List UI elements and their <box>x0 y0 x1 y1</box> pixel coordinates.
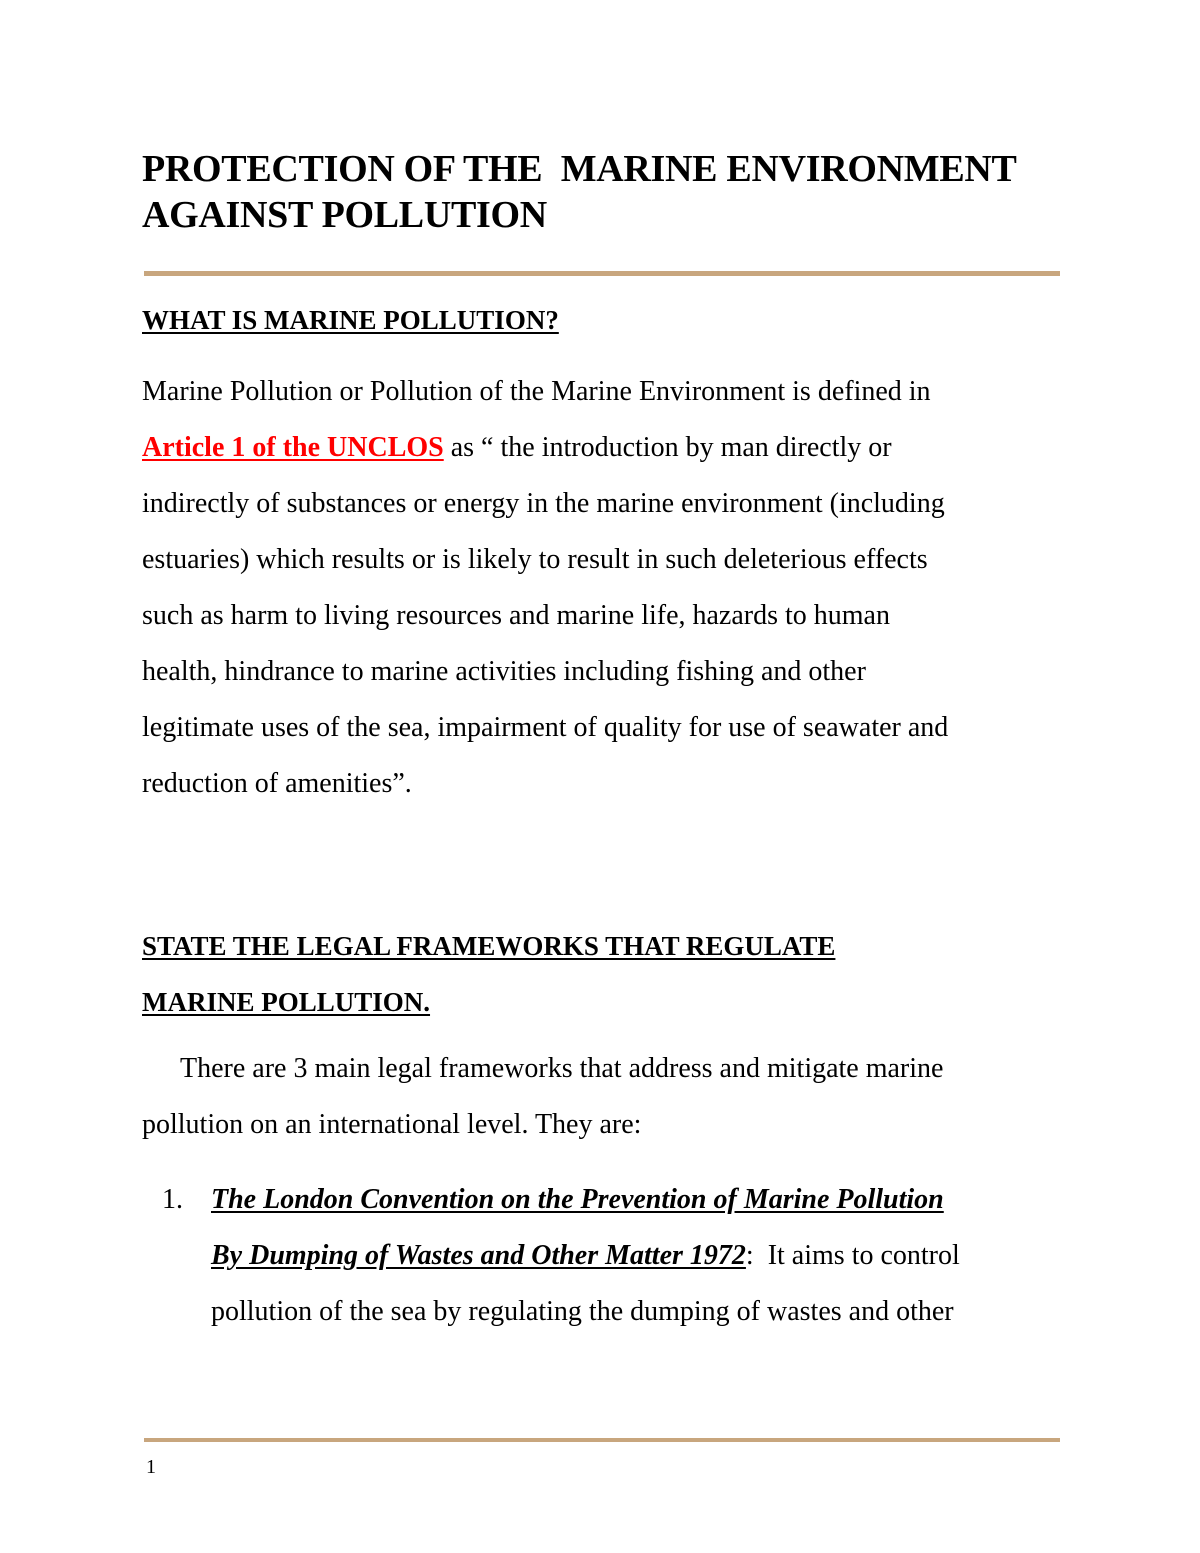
list-item-description: : It aims to control <box>745 1240 960 1271</box>
london-convention-title: The London Convention on the Prevention of Marine Pollution <box>211 1184 944 1215</box>
body-line: health, hindrance to marine activities including fishing and other <box>142 656 866 687</box>
intro-line-1: There are 3 main legal frameworks that address and mitigate marine <box>180 1053 944 1084</box>
body-line-rest: as “ the introduction by man directly or <box>443 432 892 463</box>
body-line: reduction of amenities”. <box>142 768 412 799</box>
list-item-title-line-1 <box>211 1172 944 1228</box>
list-number: 1. <box>162 1184 183 1215</box>
title-line-2: AGAINST POLLUTION <box>142 194 547 236</box>
list-item-continuation: pollution of the sea by regulating the dumping of wastes and other <box>211 1296 954 1327</box>
page-number: 1 <box>146 1456 156 1478</box>
section-heading-legal-frameworks <box>142 918 835 1030</box>
body-line: legitimate uses of the sea, impairment of quality for use of seawater and <box>142 712 949 743</box>
london-convention-title-cont: By Dumping of Wastes and Other Matter 1972 <box>211 1240 746 1271</box>
document-title <box>142 146 1082 238</box>
body-line: Marine Pollution or Pollution of the Marine Environment is defined in <box>142 376 931 407</box>
body-line <box>142 420 892 476</box>
heading-line-1: STATE THE LEGAL FRAMEWORKS THAT REGULATE <box>142 931 836 961</box>
heading-line-2: MARINE POLLUTION. <box>142 987 431 1017</box>
body-line: indirectly of substances or energy in the marine environment (including <box>142 488 945 519</box>
section-heading-what-is-marine-pollution: WHAT IS MARINE POLLUTION? <box>142 305 559 335</box>
article-1-unclos-link[interactable]: Article 1 of the UNCLOS <box>142 432 444 463</box>
body-line: estuaries) which results or is likely to result in such deleterious effects <box>142 544 928 575</box>
body-line: such as harm to living resources and marine life, hazards to human <box>142 600 890 631</box>
intro-line-2: pollution on an international level. They are: <box>142 1109 642 1140</box>
title-line-1: PROTECTION OF THE MARINE ENVIRONMENT <box>142 148 1017 190</box>
header-divider <box>144 271 1060 276</box>
list-item-title-line-2 <box>211 1228 960 1284</box>
footer-divider <box>144 1438 1060 1442</box>
